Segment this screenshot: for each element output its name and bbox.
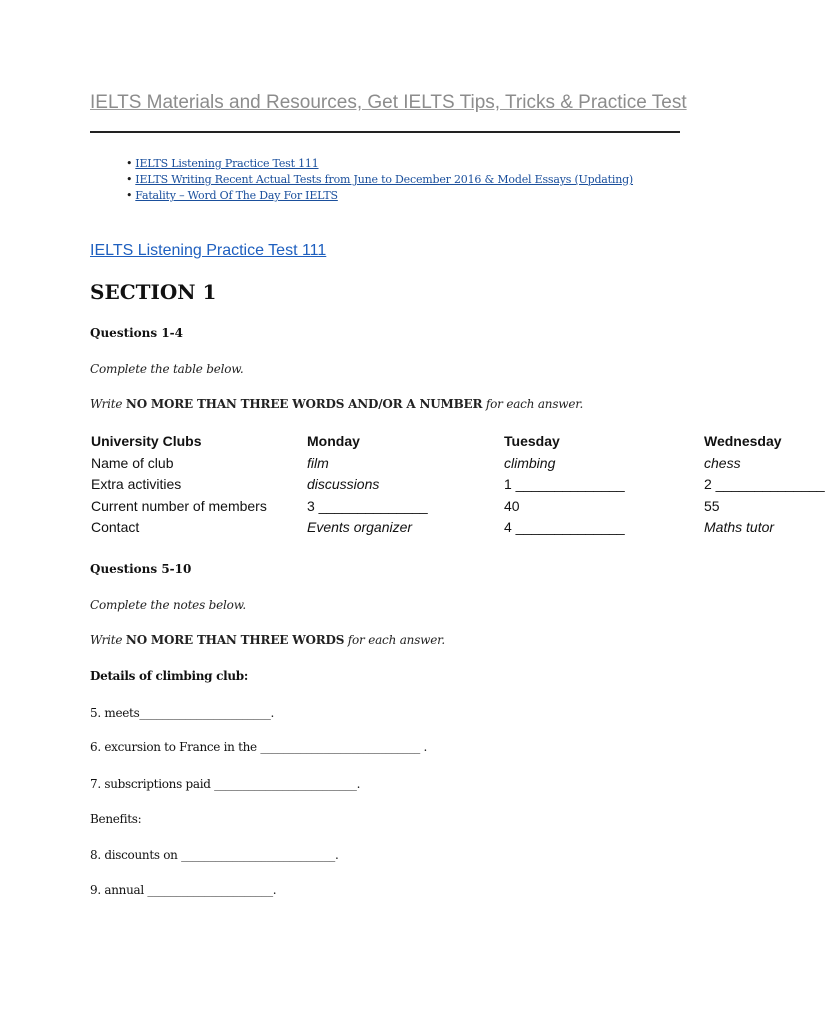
table-cell: film — [307, 454, 329, 471]
list-item — [126, 188, 633, 204]
related-links-list — [126, 156, 633, 204]
table-cell: Events organizer — [307, 519, 413, 535]
word-limit: NO MORE THAN THREE WORDS AND/OR A NUMBER — [125, 397, 483, 411]
questions-5-10-heading: Questions 5-10 — [90, 562, 192, 576]
header-cell: Wednesday — [704, 433, 782, 449]
climbing-club-subheading: Details of climbing club: — [90, 669, 249, 683]
test-heading-link[interactable]: IELTS Listening Practice Test 111 — [90, 242, 327, 259]
list-item — [126, 156, 633, 172]
note-item: 8. discounts on ___________________________. — [90, 848, 339, 862]
answer-blank-3: 3 ______________ — [307, 497, 428, 514]
header-cell: University Clubs — [91, 433, 202, 449]
note-item: 5. meets_______________________. — [90, 706, 275, 720]
answer-blank-2: 2 ______________ — [704, 476, 825, 492]
table-cell: 40 — [504, 497, 520, 514]
word-limit-instruction — [90, 633, 445, 647]
note-item: 7. subscriptions paid _________________________. — [90, 777, 361, 791]
related-link[interactable]: IELTS Listening Practice Test 111 — [135, 157, 319, 170]
table-cell: 55 — [704, 497, 720, 514]
title-divider — [90, 131, 680, 133]
table-instruction: Complete the table below. — [90, 362, 244, 376]
bullet-icon: • — [126, 157, 133, 170]
bullet-icon: • — [126, 173, 133, 186]
table-cell: Current number of members — [91, 497, 267, 514]
questions-1-4-heading: Questions 1-4 — [90, 326, 184, 340]
write-suffix: for each answer. — [482, 397, 584, 411]
answer-blank-1: 1 ______________ — [504, 476, 625, 492]
site-title[interactable]: IELTS Materials and Resources, Get IELTS Tips, Tricks & Practice Test — [90, 92, 687, 113]
write-prefix: Write — [90, 633, 126, 647]
table-cell: chess — [704, 454, 741, 471]
bullet-icon: • — [126, 189, 133, 202]
table-cell: climbing — [504, 454, 556, 471]
table-cell: Contact — [91, 519, 140, 535]
related-link[interactable]: Fatality – Word Of The Day For IELTS — [135, 189, 338, 202]
section-title: SECTION 1 — [90, 280, 217, 304]
write-suffix: for each answer. — [344, 633, 445, 647]
header-cell: Monday — [307, 433, 360, 449]
word-limit-instruction — [90, 397, 583, 411]
header-cell: Tuesday — [504, 433, 560, 449]
notes-instruction: Complete the notes below. — [90, 598, 246, 612]
related-link[interactable]: IELTS Writing Recent Actual Tests from June to December 2016 & Model Essays (Updating) — [135, 173, 634, 186]
table-cell: Maths tutor — [704, 519, 775, 535]
note-item: 6. excursion to France in the ____________________________ . — [90, 740, 428, 754]
table-cell: Extra activities — [91, 476, 182, 492]
benefits-label: Benefits: — [90, 812, 142, 826]
answer-blank-4: 4 ______________ — [504, 519, 625, 535]
write-prefix: Write — [90, 397, 126, 411]
list-item — [126, 172, 633, 188]
note-item: 9. annual ______________________. — [90, 883, 277, 897]
word-limit: NO MORE THAN THREE WORDS — [125, 633, 345, 647]
table-cell: discussions — [307, 476, 380, 492]
table-cell: Name of club — [91, 454, 174, 471]
